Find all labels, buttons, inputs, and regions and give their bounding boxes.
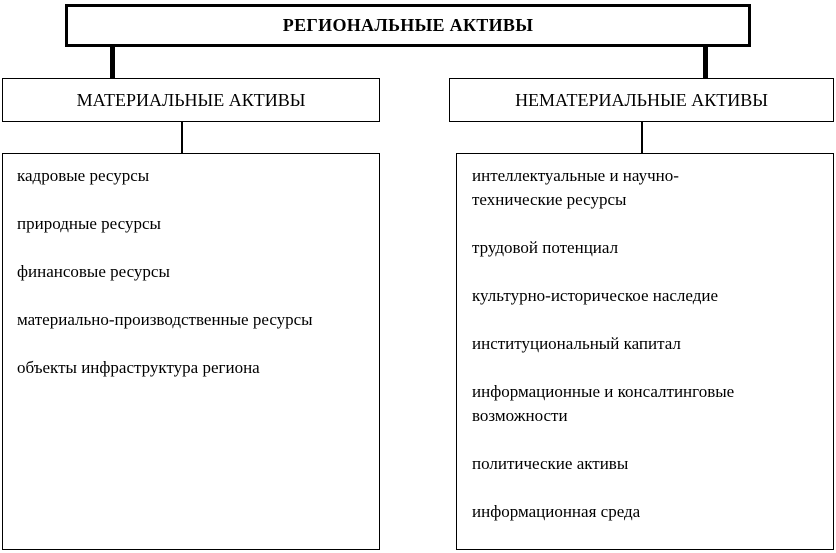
list-item: информационная среда (472, 502, 641, 521)
list-item: культурно-историческое наследие (472, 286, 719, 305)
connector-root-left (110, 47, 115, 78)
material-assets-title: МАТЕРИАЛЬНЫЕ АКТИВЫ (76, 89, 306, 110)
connector-right-list (641, 122, 643, 153)
material-assets-list (2, 153, 380, 550)
list-item: кадровые ресурсы (17, 166, 150, 185)
material-assets-node (2, 78, 380, 122)
intangible-assets-node (449, 78, 834, 122)
connector-root-right (703, 47, 708, 78)
list-item: интеллектуальные и научно-технические ресурсы (472, 166, 679, 209)
root-node (65, 4, 751, 47)
list-item: трудовой потенциал (472, 238, 619, 257)
list-item: объекты инфраструктура региона (17, 358, 260, 377)
intangible-assets-list (456, 153, 834, 550)
list-item: политические активы (472, 454, 629, 473)
list-item: институциональный капитал (472, 334, 681, 353)
list-item: информационные и консалтинговые возможности (472, 382, 735, 425)
intangible-assets-title: НЕМАТЕРИАЛЬНЫЕ АКТИВЫ (515, 89, 768, 110)
root-node-label: РЕГИОНАЛЬНЫЕ АКТИВЫ (282, 15, 534, 35)
list-item: финансовые ресурсы (17, 262, 170, 281)
list-item: материально-производственные ресурсы (17, 310, 313, 329)
list-item: природные ресурсы (17, 214, 161, 233)
connector-left-list (181, 122, 183, 153)
